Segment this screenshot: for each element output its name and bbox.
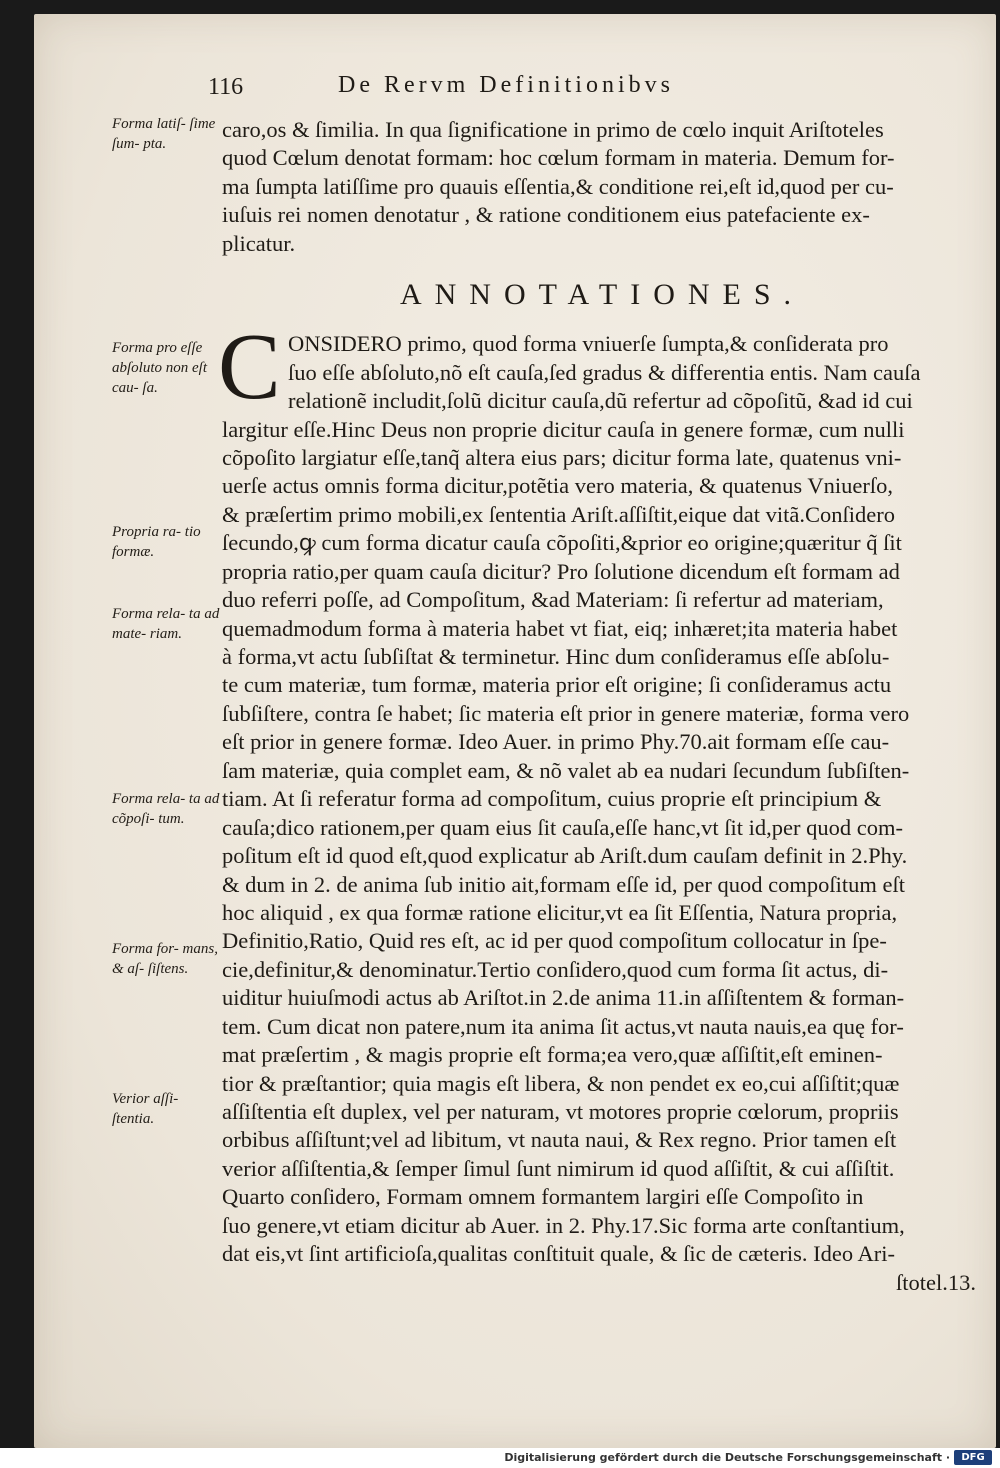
text-line: ſubſiſtere, contra ſe habet; ſic materia eſt prior in genere materiæ, forma vero: [222, 700, 910, 726]
text-line: ma ſumpta latiſſime pro quauis eſſentia,& conditione rei,eſt id,quod per cu-: [222, 173, 894, 199]
text-line: & præſertim primo mobili,ex ſententia Ariſt.aſſiſtit,eique dat vitã.Conſidero: [222, 501, 896, 527]
text-line: & dum in 2. de anima ſub initio ait,formam eſſe id, per quod compoſitum eſt: [222, 871, 905, 897]
text-line: ſam materiæ, quia complet eam, & nõ valet ab ea nudari ſecundum ſubſiſten-: [222, 757, 910, 783]
text-line: eſt prior in genere formæ. Ideo Auer. in primo Phy.70.ait formam eſſe cau-: [222, 729, 890, 755]
margin-note-forma-latissime: Forma latiſ- ſime ſum- pta.: [112, 116, 216, 152]
running-title: De Rervm Definitionibvs: [338, 72, 674, 98]
text-line: aſſiſtentia eſt duplex, vel per naturam, vt motores proprie cœlorum, propriis: [222, 1099, 899, 1124]
text-line: ſecundo,ꝙ cum forma dicatur cauſa cõpoſiti,&prior eo origine;quæritur q̃ ſit: [222, 530, 902, 556]
text-line: tem. Cum dicat non patere,num ita anima ſit actus,vt nauta nauis,ea quę for-: [222, 1013, 904, 1039]
section-heading: ANNOTATIONES.: [399, 278, 805, 312]
text-line: Definitio,Ratio, Quid res eſt, ac id per quod compoſitum collocatur in ſpe-: [222, 928, 887, 954]
text-line: ſuo eſſe abſoluto,nõ eſt cauſa,ſed gradus & differentia entis. Nam cauſa: [288, 359, 921, 385]
text-line: poſitum eſt id quod eſt,quod explicatur ab Ariſt.dum cauſam definit in 2.Phy.: [222, 843, 908, 869]
text-line: dat eis,vt ſint artificioſa,qualitas conſtituit quale, & ſic de cæteris. Ideo Ari-: [222, 1241, 895, 1267]
book-page: [34, 14, 996, 1448]
text-line: uerſe actus omnis forma dicitur,potẽtia vero materia, & quatenus Vniuerſo,: [222, 473, 893, 499]
text-line: duo referri poſſe, ad Compoſitum, &ad Materiam: ſi refertur ad materiam,: [222, 587, 884, 613]
text-line: quemadmodum forma à materia habet vt fiat, eiq; inhæret;ita materia habet: [222, 615, 898, 641]
text-line: propria ratio,per quam cauſa dicitur? Pro ſolutione dicendum eſt formam ad: [222, 558, 900, 584]
text-line: ONSIDERO primo, quod forma vniuerſe ſumpta,& conſiderata pro: [288, 331, 889, 357]
text-line: Quarto conſidero, Formam omnem formantem largiri eſſe Compoſito in: [222, 1184, 864, 1210]
margin-note-forma-relata-materiam: Forma rela- ta ad mate- riam.: [112, 606, 220, 642]
footer-strip: [0, 1448, 1000, 1468]
margin-note-forma-relata-compositum: Forma rela- ta ad cõpoſi- tum.: [112, 791, 220, 827]
text-line: uiditur huiuſmodi actus ab Ariſtot.in 2.de anima 11.in aſſiſtentem & forman-: [222, 985, 905, 1011]
running-head: [34, 72, 996, 108]
text-line: te cum materiæ, tum formæ, materia prior eſt origine; ſi conſideramus actu: [222, 672, 892, 698]
annotations-body: [218, 315, 982, 1297]
main-text: [218, 116, 982, 1297]
margin-note-forma-pro-esse: Forma pro eſſe abſoluto non eſt cau- ſa.: [112, 340, 207, 396]
text-line: cie,definitur,& denominatur.Tertio conſidero,quod cum forma ſit actus, di-: [222, 956, 889, 982]
text-line: cauſa;dico rationem,per quam eius ſit cauſa,eſſe hanc,vt ſit id,per quod com-: [222, 814, 904, 840]
catchword: ſtotel.13.: [896, 1269, 976, 1295]
margin-note-verior-assistentia: Verior aſſi- ſtentia.: [112, 1091, 179, 1127]
margin-note-forma-formans: Forma for- mans, & aſ- ſiſtens.: [112, 941, 218, 977]
page-number: 116: [208, 74, 244, 100]
text-line: mat præſertim , & magis proprie eſt forma;ea vero,quæ aſſiſtit,eſt eminen-: [222, 1042, 883, 1068]
text-line: verior aſſiſtentia,& ſemper ſimul ſunt nimirum id quod aſſiſtit, & cui aſſiſtit.: [222, 1155, 895, 1181]
text-line: cõpoſito largiatur eſſe,tanq̃ altera eius pars; dicitur forma late, quatenus vni-: [222, 444, 902, 470]
text-line: tiam. At ſi referatur forma ad compoſitum, cuius proprie eſt principium &: [222, 786, 882, 812]
text-line: ſuo genere,vt etiam dicitur ab Auer. in 2. Phy.17.Sic forma arte conſtantium,: [222, 1212, 905, 1238]
margin-note-propria-ratio: Propria ra- tio formæ.: [112, 524, 201, 560]
text-line: relationẽ includit,ſolũ dicitur cauſa,dũ refertur ad cõpoſitũ, &ad id cui: [288, 388, 913, 414]
text-line: plicatur.: [222, 230, 296, 256]
text-line: orbibus aſſiſtunt;vel ad libitum, vt nauta naui, & Rex regno. Prior tamen eſt: [222, 1127, 897, 1153]
text-line: iuſuis rei nomen denotatur , & ratione conditionem eius patefaciente ex-: [222, 202, 870, 228]
dfg-logo: DFG: [954, 1450, 992, 1465]
text-line: caro,os & ſimilia. In qua ſignificatione in primo de cœlo inquit Ariſtoteles: [222, 117, 884, 142]
footer-credit: Digitalisierung gefördert durch die Deutsche Forschungsgemeinschaft ·: [504, 1451, 950, 1464]
text-line: tior & præſtantior; quia magis eſt libera, & non pendet ex eo,cui aſſiſtit;quæ: [222, 1070, 900, 1096]
text-line: à forma,vt actu ſubſiſtat & terminetur. Hinc dum conſideramus eſſe abſolu-: [222, 644, 890, 669]
drop-cap: C: [218, 315, 281, 420]
text-line: hoc aliquid , ex qua formæ ratione elicitur,vt ea ſit Eſſentia, Natura propria,: [222, 899, 898, 925]
text-line: quod Cœlum denotat formam: hoc cœlum formam in materia. Demum for-: [222, 145, 895, 171]
text-line: largitur eſſe.Hinc Deus non proprie dicitur cauſa in genere formæ, cum nulli: [222, 416, 905, 442]
